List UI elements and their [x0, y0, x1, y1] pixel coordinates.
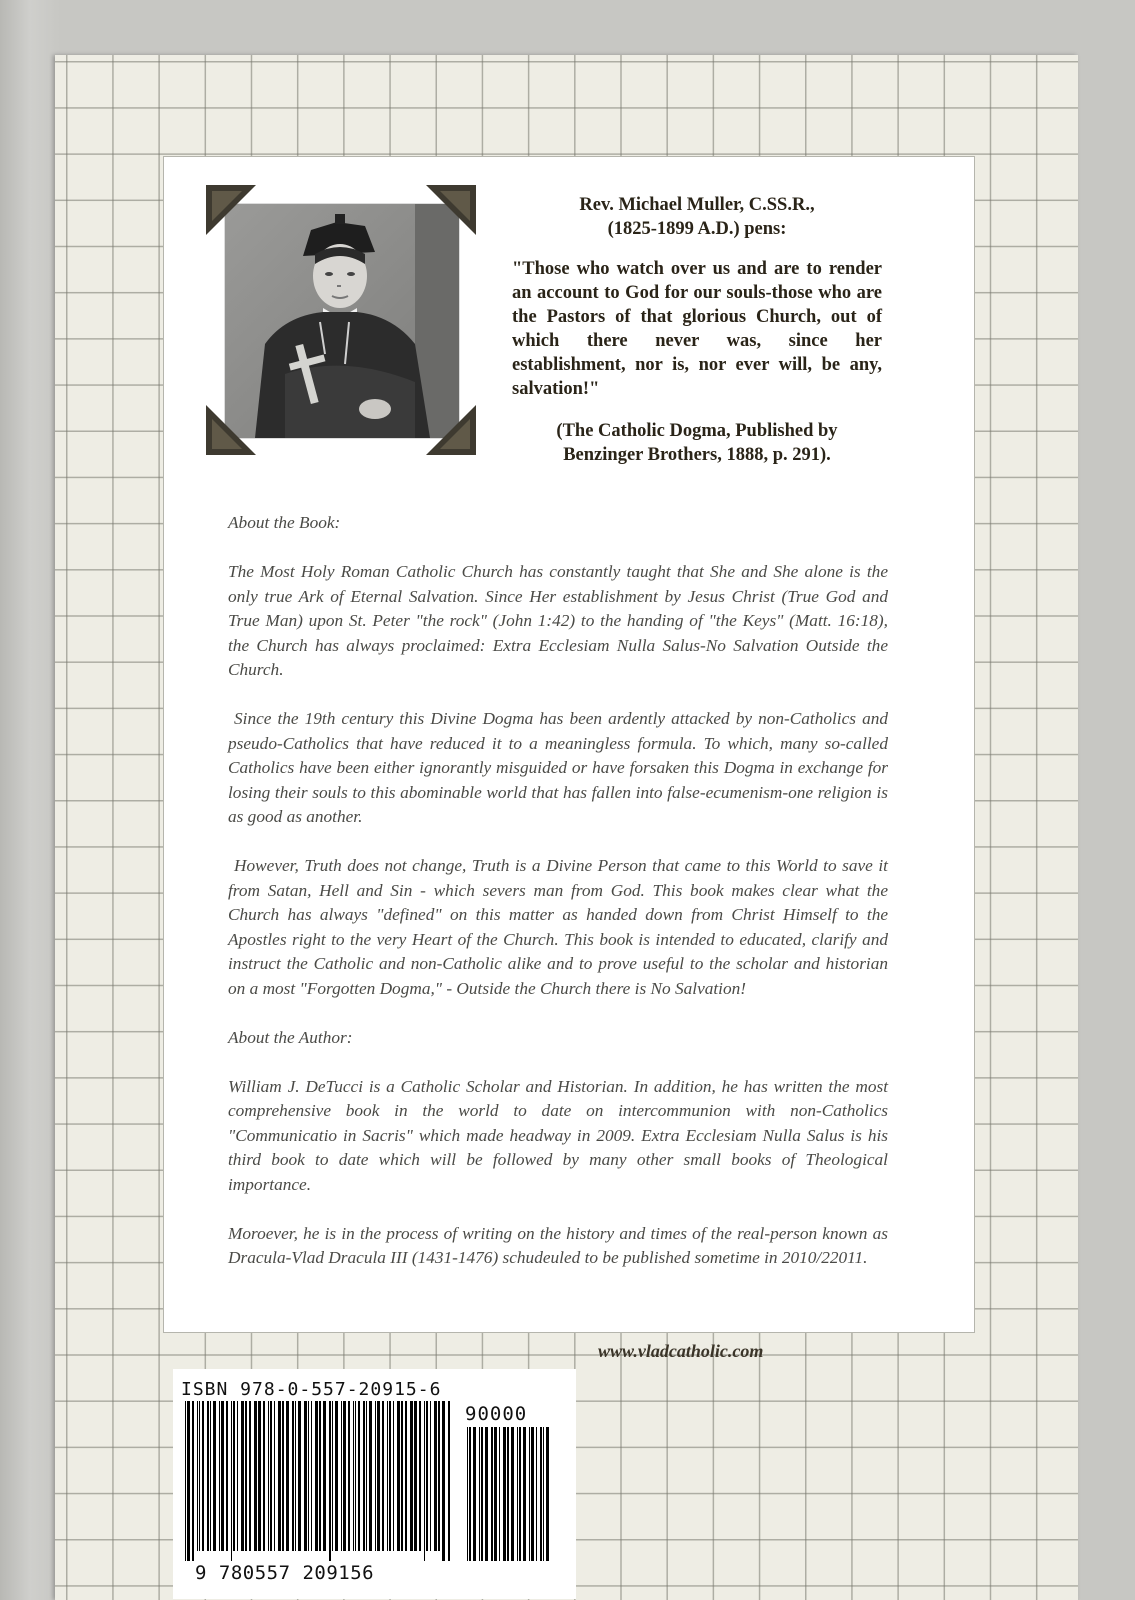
- barcode-bar: [323, 1401, 326, 1551]
- barcode-bar: [210, 1401, 211, 1551]
- barcode-bar: [363, 1401, 365, 1551]
- quote-citation: [512, 419, 882, 467]
- barcode-bar: [241, 1401, 244, 1551]
- barcode-bar: [507, 1427, 509, 1561]
- isbn-label: ISBN 978-0-557-20915-6: [181, 1379, 442, 1400]
- barcode-bar: [199, 1401, 200, 1551]
- barcode-bar: [499, 1427, 500, 1561]
- barcode-bar: [221, 1401, 224, 1551]
- blurb-body: [228, 511, 888, 1295]
- barcode-bar: [473, 1427, 476, 1561]
- barcode-bar: [197, 1401, 198, 1551]
- barcode-bar: [311, 1401, 312, 1551]
- barcode-bar: [511, 1427, 514, 1561]
- barcode-bar: [358, 1401, 360, 1551]
- barcode-bar: [187, 1401, 190, 1561]
- barcode-bar: [401, 1401, 403, 1551]
- barcode-bar: [424, 1401, 425, 1561]
- barcode-bar: [419, 1401, 421, 1551]
- barcode-bar: [213, 1401, 216, 1551]
- about-author-paragraph-2: Moroever, he is in the process of writing on the history and times of the real-person known as Dracula-Vlad Dracula III (1431-1476) schudeuled to be published sometime in 2010/22011.: [228, 1223, 888, 1267]
- barcode-bar: [366, 1401, 367, 1551]
- barcode-bar: [375, 1401, 376, 1551]
- barcode-bar: [192, 1401, 194, 1561]
- barcode-bar: [268, 1401, 269, 1551]
- photo-corner-highlight: [212, 419, 242, 449]
- barcode-bar: [343, 1401, 346, 1551]
- barcode-bar: [233, 1401, 235, 1551]
- barcode-bar: [519, 1427, 521, 1561]
- attribution-line-1: Rev. Michael Muller, C.SS.R.,: [579, 195, 815, 215]
- barcode-bar: [254, 1401, 257, 1551]
- barcode-bar: [438, 1401, 440, 1551]
- barcode-bar: [536, 1427, 537, 1561]
- barcode-bar: [469, 1427, 471, 1561]
- barcode-bar: [319, 1401, 321, 1551]
- barcode-bar: [332, 1401, 333, 1551]
- barcode-bar: [377, 1401, 380, 1551]
- barcode-bar: [405, 1401, 407, 1551]
- barcode-bar: [481, 1427, 483, 1561]
- barcode-bar: [295, 1401, 296, 1551]
- text-panel: [163, 156, 975, 1333]
- barcode-bar: [270, 1401, 272, 1551]
- barcode-bar: [543, 1427, 544, 1561]
- barcode-bar: [491, 1427, 493, 1561]
- barcode-bar: [442, 1401, 445, 1561]
- barcode-bar: [286, 1401, 289, 1551]
- barcode-bar: [263, 1401, 265, 1551]
- barcode-bar: [540, 1427, 542, 1561]
- barcode-bar: [202, 1401, 204, 1551]
- barcode-bar: [369, 1401, 372, 1551]
- barcode-bar: [485, 1427, 488, 1561]
- barcode-bar: [282, 1401, 284, 1551]
- barcode-bar: [393, 1401, 394, 1551]
- isbn-barcode-box: [173, 1369, 576, 1599]
- author-photo-frame: [206, 185, 476, 455]
- barcode-bar: [298, 1401, 301, 1551]
- barcode-bar: [479, 1427, 480, 1561]
- barcode-bar: [308, 1401, 309, 1551]
- quote-text: "Those who watch over us and are to render an account to God for our souls-those who are the Pastors of that glorious Church, out of which there never was, since her establishment, nor is, nor ever will, be any, salvation!": [512, 259, 882, 399]
- citation-line-1: (The Catholic Dogma, Published by: [556, 421, 838, 441]
- barcode-bar: [467, 1427, 468, 1561]
- barcode-bar: [426, 1401, 428, 1551]
- photo-corner-highlight: [212, 191, 242, 221]
- barcode-bar: [258, 1401, 261, 1551]
- barcode-bar: [245, 1401, 247, 1551]
- barcode-bar: [523, 1427, 526, 1561]
- barcode-bar: [414, 1401, 417, 1551]
- barcode-bar: [387, 1401, 388, 1551]
- about-author-heading: About the Author:: [228, 1027, 353, 1047]
- barcode-bar: [226, 1401, 228, 1551]
- barcode-bar: [389, 1401, 391, 1551]
- barcode-bar: [231, 1401, 232, 1561]
- about-book-heading: About the Book:: [228, 513, 341, 532]
- addon-barcode-bars: [465, 1427, 560, 1561]
- attribution-line-2: (1825-1899 A.D.) pens:: [607, 219, 787, 239]
- photo-corner-highlight: [440, 191, 470, 221]
- barcode-bar: [494, 1427, 497, 1561]
- price-code: 90000: [465, 1403, 528, 1425]
- barcode-bar: [329, 1401, 331, 1561]
- portrait-image: [225, 204, 459, 438]
- about-book-paragraph-2: Since the 19th century this Divine Dogma has been ardently attacked by non-Catholics and pseudo-Catholics that have reduced it to a meaningless formula. To which, many so-called Catholics have been either ignorantly misguided or have forsaken this Dogma in exchange for losing their souls to this abominable world that has fallen into false-ecumenism-one religion is as good as another.: [228, 709, 888, 826]
- barcode-bar: [531, 1427, 534, 1561]
- barcode-bar: [503, 1427, 506, 1561]
- barcode-bar: [529, 1427, 530, 1561]
- barcode-bar: [304, 1401, 307, 1551]
- barcode-bar: [185, 1401, 186, 1561]
- photo-corner-highlight: [440, 419, 470, 449]
- barcode-bar: [341, 1401, 342, 1551]
- barcode-bar: [348, 1401, 350, 1551]
- barcode-bar: [278, 1401, 281, 1551]
- website-url: www.vladcatholic.com: [598, 1341, 764, 1361]
- barcode-bar: [397, 1401, 400, 1551]
- barcode-bar: [382, 1401, 384, 1551]
- citation-line-2: Benzinger Brothers, 1888, p. 291).: [563, 445, 831, 465]
- about-book-paragraph-3: However, Truth does not change, Truth is a Divine Person that came to this World to save it from Satan, Hell and Sin - which severs man from God. This book makes clear what the Church has always "defined" on this matter as handed down from Christ Himself to the Apostles right to the very Heart of the Church. This book is intended to educated, clarify and instruct the Catholic and non-Catholic alike and to prove useful to the scholar and historian on a most "Forgotten Dogma," - Outside the Church there is No Salvation!: [228, 856, 888, 998]
- about-author-paragraph-1: William J. DeTucci is a Catholic Scholar and Historian. In addition, he has written the most comprehensive book in the world to date on intercommunion with non-Catholics "Communicatio in Sacris" which made headway in 2009. Extra Ecclesiam Nulla Salus is his third book to date which will be followed by many other small books of Theological importance.: [228, 1076, 888, 1194]
- barcode-bar: [434, 1401, 437, 1551]
- barcode-bar: [355, 1401, 356, 1551]
- barcode-bar: [219, 1401, 220, 1551]
- barcode-bar: [207, 1401, 209, 1551]
- author-portrait-photo: [224, 203, 460, 439]
- barcode-bar: [410, 1401, 413, 1551]
- barcode-bar: [353, 1401, 354, 1551]
- barcode-bar: [448, 1401, 450, 1561]
- barcode-bar: [546, 1427, 549, 1561]
- ean13-digits: 9 780557 209156: [195, 1562, 375, 1584]
- ean13-barcode-bars: [183, 1401, 453, 1561]
- barcode-bar: [274, 1401, 275, 1551]
- barcode-bar: [249, 1401, 251, 1551]
- barcode-bar: [292, 1401, 294, 1551]
- barcode-bar: [517, 1427, 518, 1561]
- quote-attribution: [512, 193, 882, 241]
- barcode-bar: [335, 1401, 338, 1551]
- barcode-bar: [430, 1401, 431, 1551]
- author-quote-block: [512, 193, 882, 467]
- barcode-bar: [315, 1401, 318, 1551]
- about-book-paragraph-1: The Most Holy Roman Catholic Church has constantly taught that She and She alone is the only true Ark of Eternal Salvation. Since Her establishment by Jesus Christ (True God and True Man) upon St. Peter "the rock" (John 1:42) to the handing of "the Keys" (Matt. 16:18), the Church has always proclaimed: Extra Ecclesiam Nulla Salus-No Salvation Outside the Church.: [228, 562, 888, 679]
- barcode-bar: [237, 1401, 238, 1551]
